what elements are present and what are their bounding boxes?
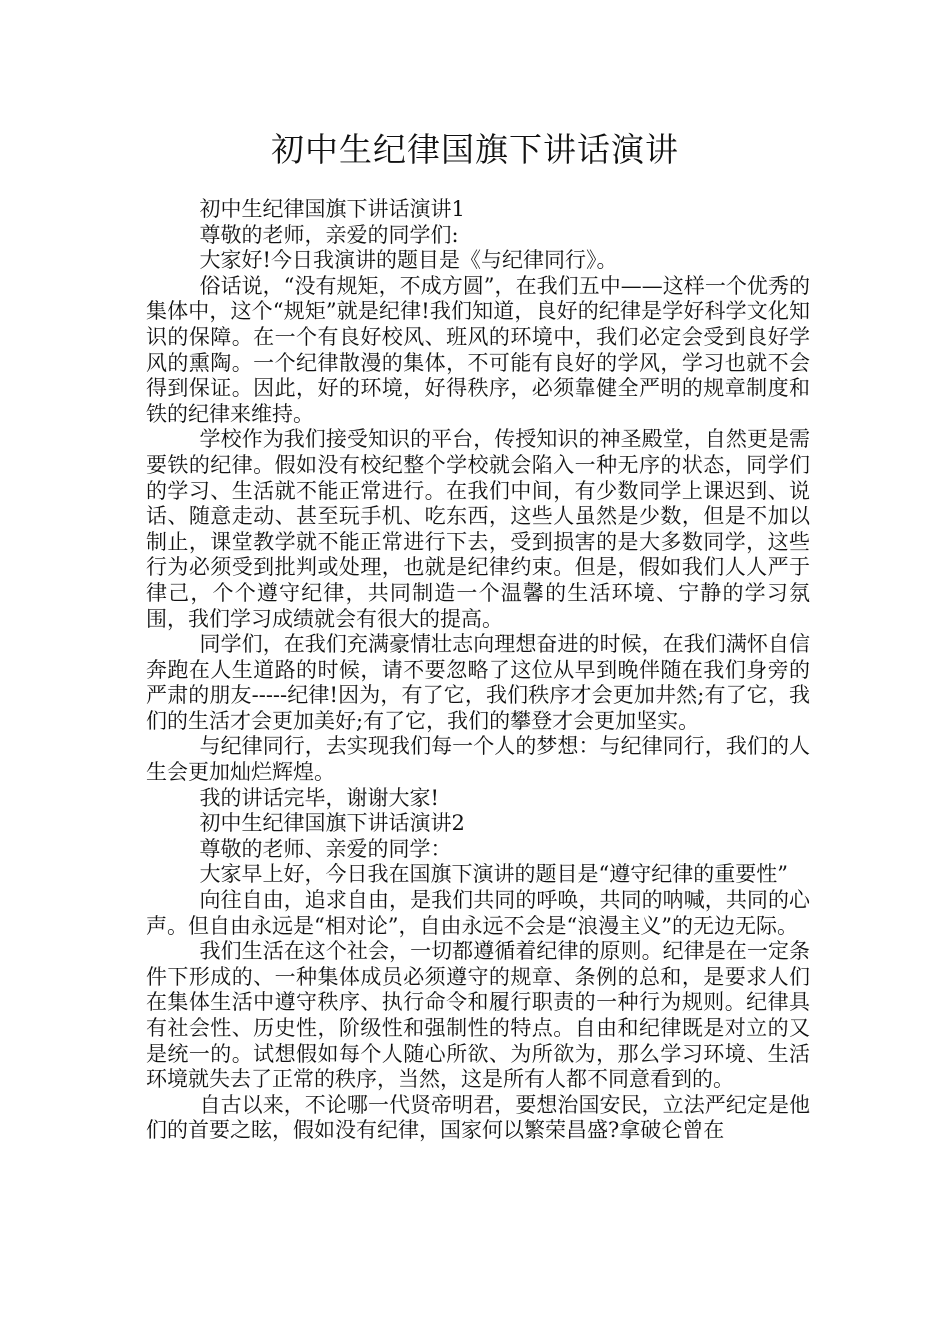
paragraph: 与纪律同行，去实现我们每一个人的梦想：与纪律同行，我们的人生会更加灿烂辉煌。: [146, 734, 810, 785]
paragraph: 大家好!今日我演讲的题目是《与纪律同行》。: [199, 248, 618, 273]
closing-line: 我的讲话完毕，谢谢大家!: [199, 785, 439, 810]
document-title: 初中生纪律国旗下讲话演讲: [271, 130, 679, 169]
paragraph: 向往自由，追求自由，是我们共同的呼唤，共同的呐喊，共同的心声。但自由永远是“相对论”，自由永远不会是“浪漫主义”的无边无际。: [146, 888, 810, 938]
document-body: [146, 197, 810, 1144]
salutation-2: 尊敬的老师、亲爱的同学：: [199, 836, 452, 861]
paragraph: 我们生活在这个社会，一切都遵循着纪律的原则。纪律是在一定条件下形成的、一种集体成员必须遵守的规章、条例的总和，是要求人们在集体生活中遵守秩序、执行命令和履行职责的一种行为规则。纪律具有社会性、历史性，阶级性和强制性的特点。自由和纪律既是对立的又是统一的。试想假如每个人随心所欲、为所欲为，那么学习环境、生活环境就失去了正常的秩序，当然，这是所有人都不同意看到的。: [146, 939, 810, 1092]
paragraph: 俗话说，“没有规矩，不成方圆”，在我们五中——这样一个优秀的集体中，这个“规矩”就是纪律!我们知道，良好的纪律是学好科学文化知识的保障。在一个有良好校风、班风的环境中，我们必定会受到良好学风的熏陶。一个纪律散漫的集体，不可能有良好的学风，学习也就不会得到保证。因此，好的环境，好得秩序，必须靠健全严明的规章制度和铁的纪律来维持。: [146, 273, 810, 426]
paragraph: 学校作为我们接受知识的平台，传授知识的神圣殿堂，自然更是需要铁的纪律。假如没有校纪整个学校就会陷入一种无序的状态，同学们的学习、生活就不能正常进行。在我们中间，有少数同学上课迟到、说话、随意走动、甚至玩手机、吃东西，这些人虽然是少数，但是不加以制止，课堂教学就不能正常进行下去，受到损害的是大多数同学，这些行为必须受到批判或处理，也就是纪律约束。但是，假如我们人人严于律己，个个遵守纪律，共同制造一个温馨的生活环境、宁静的学习氛围，我们学习成绩就会有很大的提高。: [146, 427, 810, 631]
paragraph: 大家早上好，今日我在国旗下演讲的题目是“遵守纪律的重要性”: [199, 862, 789, 887]
paragraph: 自古以来，不论哪一代贤帝明君，要想治国安民，立法严纪定是他们的首要之眩，假如没有纪律，国家何以繁荣昌盛?拿破仑曾在: [146, 1092, 810, 1143]
salutation-1: 尊敬的老师，亲爱的同学们:: [199, 222, 459, 247]
paragraph: 同学们，在我们充满豪情壮志向理想奋进的时候，在我们满怀自信奔跑在人生道路的时候，请不要忽略了这位从早到晚伴随在我们身旁的严肃的朋友-----纪律!因为，有了它，我们秩序才会更加井然;有了它，我们的生活才会更加美好;有了它，我们的攀登才会更加坚实。: [146, 632, 810, 733]
section-heading-1: 初中生纪律国旗下讲话演讲1: [199, 197, 465, 221]
section-heading-2: 初中生纪律国旗下讲话演讲2: [199, 811, 465, 836]
